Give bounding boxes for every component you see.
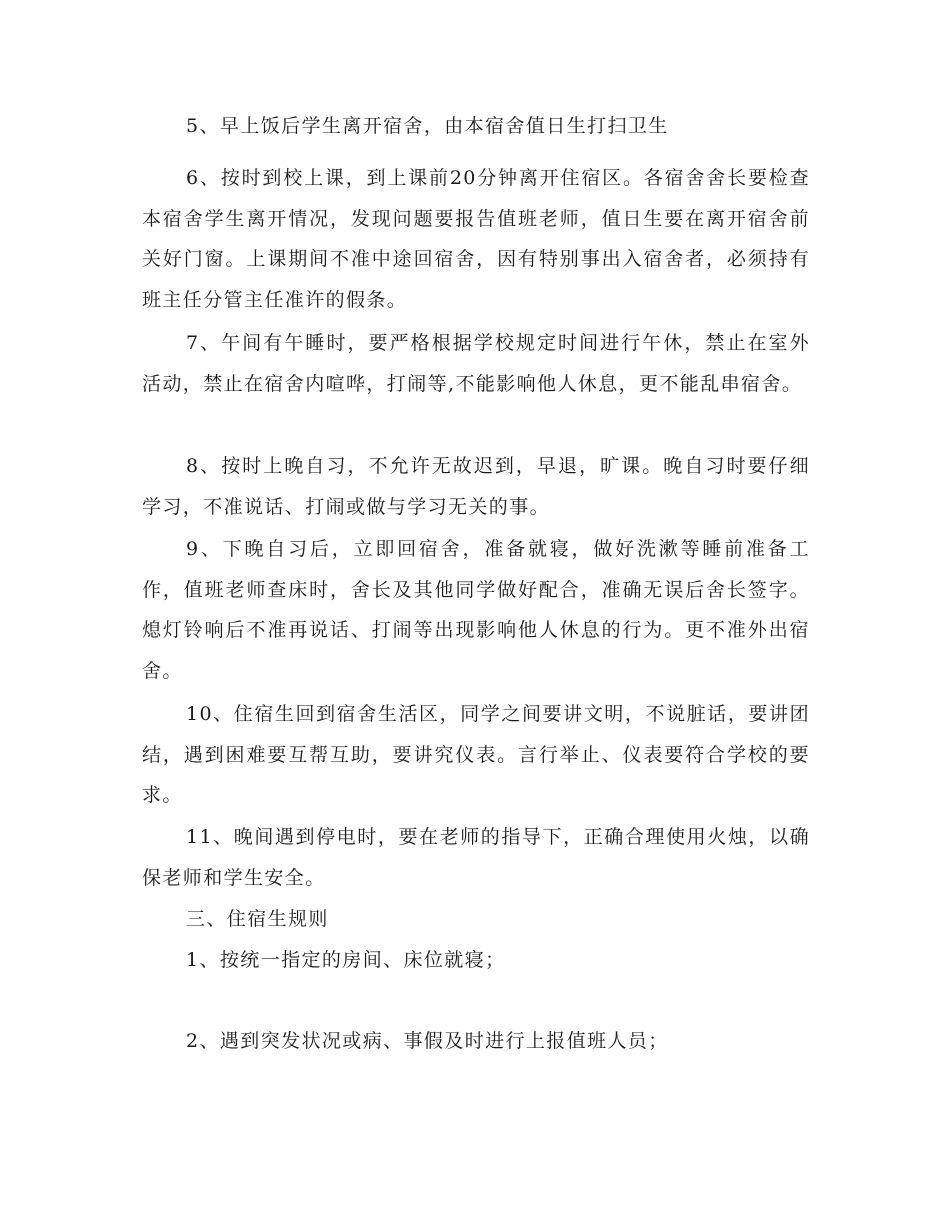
list-item: 1、按统一指定的房间、床位就寝； — [186, 949, 506, 971]
list-item: 2、遇到突发状况或病、事假及时进行上报值班人员； — [186, 1030, 669, 1052]
rule-7-paragraph: 7、午间有午睡时，要严格根据学校规定时间进行午休，禁止在室外活动，禁止在宿舍内喧哗，打闹等,不能影响他人休息，更不能乱串宿舍。 — [142, 332, 810, 395]
rule-11-paragraph: 11、晚间遇到停电时，要在老师的指导下，正确合理使用火烛，以确保老师和学生安全。 — [142, 826, 810, 889]
rule-10-paragraph: 10、住宿生回到宿舍生活区，同学之间要讲文明，不说脏话，要讲团结，遇到困难要互帮互助，要讲究仪表。言行举止、仪表要符合学校的要求。 — [142, 703, 810, 806]
rule-6-paragraph: 6、按时到校上课，到上课前20分钟离开住宿区。各宿舍舍长要检查本宿舍学生离开情况，发现问题要报告值班老师，值日生要在离开宿舍前关好门窗。上课期间不准中途回宿舍，因有特别事出入宿舍者，必须持有班主任分管主任准许的假条。 — [142, 167, 810, 311]
rule-9-paragraph: 9、下晚自习后，立即回宿舍，准备就寝，做好洗漱等睡前准备工作，值班老师查床时，舍长及其他同学做好配合，准确无误后舍长签字。熄灯铃响后不准再说话、打闹等出现影响他人休息的行为。更不准外出宿舍。 — [142, 538, 810, 682]
rule-5-paragraph: 5、早上饭后学生离开宿舍，由本宿舍值日生打扫卫生 — [186, 115, 669, 137]
section-heading: 三、住宿生规则 — [186, 908, 329, 930]
rule-8-paragraph: 8、按时上晚自习，不允许无故迟到，早退，旷课。晚自习时要仔细学习，不准说话、打闹或做与学习无关的事。 — [142, 455, 810, 518]
